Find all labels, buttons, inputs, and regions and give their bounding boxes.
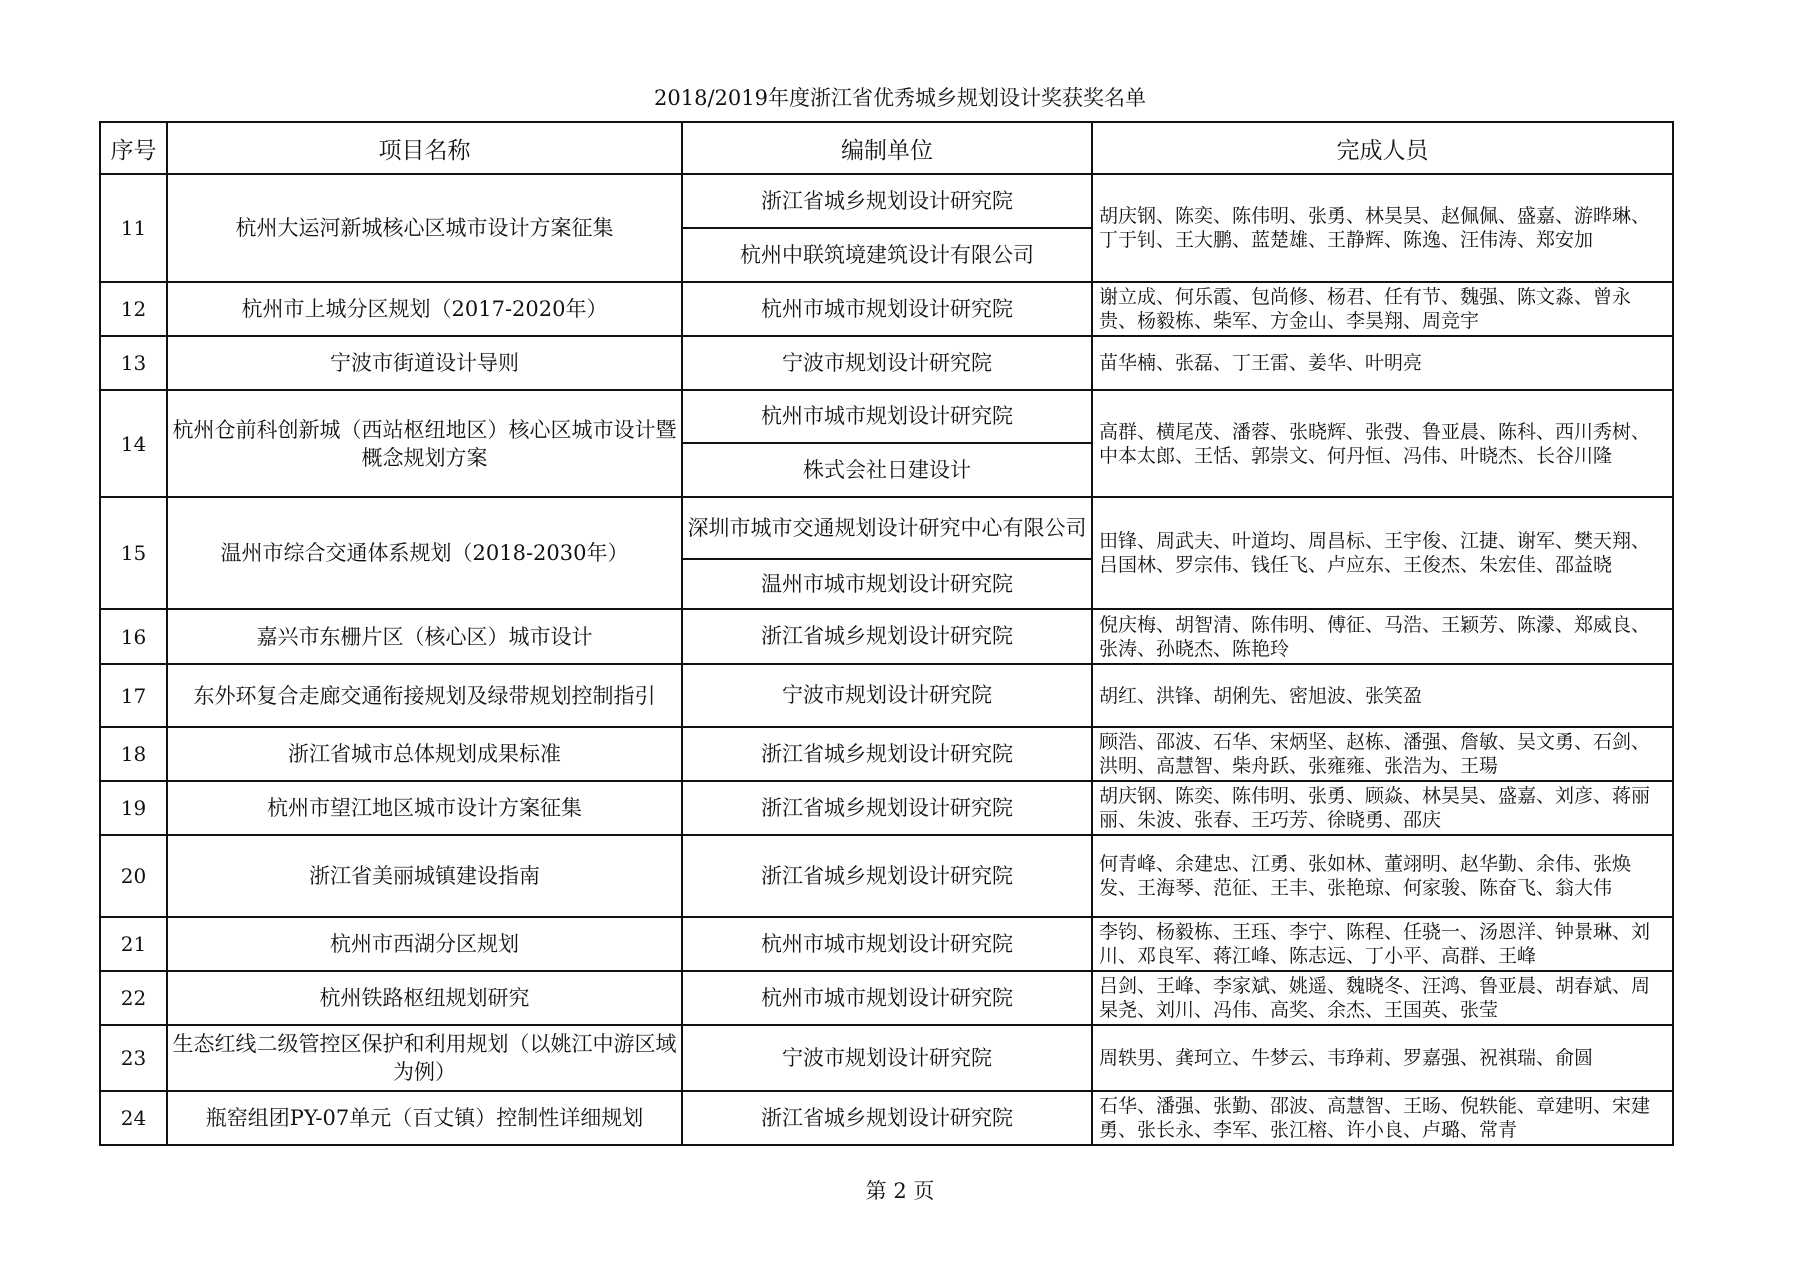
unit-name: 杭州市城市规划设计研究院 bbox=[682, 971, 1092, 1025]
row-number: 17 bbox=[100, 664, 167, 727]
table-row bbox=[100, 282, 1673, 336]
project-name: 宁波市街道设计导则 bbox=[167, 336, 682, 390]
unit-name: 浙江省城乡规划设计研究院 bbox=[682, 609, 1092, 664]
team-members: 高群、横尾茂、潘蓉、张晓辉、张弢、鲁亚晨、陈科、西川秀树、中本太郎、王恬、郭崇文、何丹恒、冯伟、叶晓杰、长谷川隆 bbox=[1092, 390, 1673, 497]
unit-name: 浙江省城乡规划设计研究院 bbox=[682, 1091, 1092, 1145]
row-number: 14 bbox=[100, 390, 167, 497]
unit-name: 杭州市城市规划设计研究院 bbox=[682, 917, 1092, 971]
table-row bbox=[100, 390, 1673, 443]
project-name: 杭州市望江地区城市设计方案征集 bbox=[167, 781, 682, 835]
table-row bbox=[100, 971, 1673, 1025]
project-name: 生态红线二级管控区保护和利用规划（以姚江中游区域为例） bbox=[167, 1025, 682, 1091]
page-number: 第 2 页 bbox=[865, 1179, 935, 1203]
row-number: 21 bbox=[100, 917, 167, 971]
table-row bbox=[100, 497, 1673, 559]
row-number: 18 bbox=[100, 727, 167, 781]
table-row bbox=[100, 336, 1673, 390]
project-name: 嘉兴市东栅片区（核心区）城市设计 bbox=[167, 609, 682, 664]
table-row bbox=[100, 835, 1673, 917]
table-row bbox=[100, 664, 1673, 727]
team-members: 周轶男、龚珂立、牛梦云、韦琤莉、罗嘉强、祝祺瑞、俞圆 bbox=[1092, 1025, 1673, 1091]
unit-name: 杭州市城市规划设计研究院 bbox=[682, 282, 1092, 336]
project-name: 杭州铁路枢纽规划研究 bbox=[167, 971, 682, 1025]
unit-name: 温州市城市规划设计研究院 bbox=[682, 559, 1092, 609]
project-name: 瓶窑组团PY-07单元（百丈镇）控制性详细规划 bbox=[167, 1091, 682, 1145]
unit-name: 深圳市城市交通规划设计研究中心有限公司 bbox=[682, 497, 1092, 559]
document-title: 2018/2019年度浙江省优秀城乡规划设计奖获奖名单 bbox=[654, 86, 1146, 110]
project-name: 杭州市西湖分区规划 bbox=[167, 917, 682, 971]
table-row bbox=[100, 727, 1673, 781]
project-name: 浙江省城市总体规划成果标准 bbox=[167, 727, 682, 781]
unit-name: 浙江省城乡规划设计研究院 bbox=[682, 727, 1092, 781]
team-members: 倪庆梅、胡智清、陈伟明、傅征、马浩、王颖芳、陈濛、郑威良、张涛、孙晓杰、陈艳玲 bbox=[1092, 609, 1673, 664]
header-people: 完成人员 bbox=[1092, 122, 1673, 174]
unit-name: 浙江省城乡规划设计研究院 bbox=[682, 174, 1092, 228]
row-number: 15 bbox=[100, 497, 167, 609]
table-row bbox=[100, 781, 1673, 835]
table-row bbox=[100, 174, 1673, 228]
row-number: 19 bbox=[100, 781, 167, 835]
project-name: 杭州仓前科创新城（西站枢纽地区）核心区城市设计暨概念规划方案 bbox=[167, 390, 682, 497]
header-seq: 序号 bbox=[100, 122, 167, 174]
team-members: 胡庆钢、陈奕、陈伟明、张勇、林昊昊、赵佩佩、盛嘉、游晔琳、丁于钊、王大鹏、蓝楚雄、王静辉、陈逸、汪伟涛、郑安加 bbox=[1092, 174, 1673, 282]
team-members: 田锋、周武夫、叶道均、周昌标、王宇俊、江捷、谢军、樊天翔、吕国林、罗宗伟、钱任飞、卢应东、王俊杰、朱宏佳、邵益晓 bbox=[1092, 497, 1673, 609]
project-name: 温州市综合交通体系规划（2018-2030年） bbox=[167, 497, 682, 609]
team-members: 李钧、杨毅栋、王珏、李宁、陈程、任骁一、汤恩洋、钟景琳、刘川、邓良军、蒋江峰、陈志远、丁小平、高群、王峰 bbox=[1092, 917, 1673, 971]
row-number: 11 bbox=[100, 174, 167, 282]
unit-name: 浙江省城乡规划设计研究院 bbox=[682, 835, 1092, 917]
team-members: 吕剑、王峰、李家斌、姚遥、魏晓冬、汪鸿、鲁亚晨、胡春斌、周杲尧、刘川、冯伟、高奖、余杰、王国英、张莹 bbox=[1092, 971, 1673, 1025]
team-members: 胡庆钢、陈奕、陈伟明、张勇、顾焱、林昊昊、盛嘉、刘彦、蒋丽丽、朱波、张春、王巧芳、徐晓勇、邵庆 bbox=[1092, 781, 1673, 835]
project-name: 浙江省美丽城镇建设指南 bbox=[167, 835, 682, 917]
row-number: 20 bbox=[100, 835, 167, 917]
row-number: 16 bbox=[100, 609, 167, 664]
unit-name: 浙江省城乡规划设计研究院 bbox=[682, 781, 1092, 835]
unit-name: 宁波市规划设计研究院 bbox=[682, 664, 1092, 727]
row-number: 22 bbox=[100, 971, 167, 1025]
table-row bbox=[100, 1091, 1673, 1145]
team-members: 胡红、洪锋、胡俐先、密旭波、张笑盈 bbox=[1092, 664, 1673, 727]
unit-name: 宁波市规划设计研究院 bbox=[682, 1025, 1092, 1091]
unit-name: 杭州市城市规划设计研究院 bbox=[682, 390, 1092, 443]
project-name: 杭州市上城分区规划（2017-2020年） bbox=[167, 282, 682, 336]
table-row bbox=[100, 917, 1673, 971]
unit-name: 杭州中联筑境建筑设计有限公司 bbox=[682, 228, 1092, 282]
table-row bbox=[100, 609, 1673, 664]
project-name: 杭州大运河新城核心区城市设计方案征集 bbox=[167, 174, 682, 282]
table-row bbox=[100, 1025, 1673, 1091]
unit-name: 宁波市规划设计研究院 bbox=[682, 336, 1092, 390]
team-members: 石华、潘强、张勤、邵波、高慧智、王旸、倪轶能、章建明、宋建勇、张长永、李军、张江榕、许小良、卢璐、常青 bbox=[1092, 1091, 1673, 1145]
table-header-row bbox=[100, 122, 1673, 174]
header-project: 项目名称 bbox=[167, 122, 682, 174]
row-number: 12 bbox=[100, 282, 167, 336]
awards-table bbox=[99, 121, 1674, 1146]
unit-name: 株式会社日建设计 bbox=[682, 443, 1092, 497]
team-members: 顾浩、邵波、石华、宋炳坚、赵栋、潘强、詹敏、吴文勇、石剑、洪明、高慧智、柴舟跃、张雍雍、张浩为、王瑒 bbox=[1092, 727, 1673, 781]
row-number: 13 bbox=[100, 336, 167, 390]
row-number: 24 bbox=[100, 1091, 167, 1145]
project-name: 东外环复合走廊交通衔接规划及绿带规划控制指引 bbox=[167, 664, 682, 727]
row-number: 23 bbox=[100, 1025, 167, 1091]
team-members: 苗华楠、张磊、丁王雷、姜华、叶明亮 bbox=[1092, 336, 1673, 390]
team-members: 何青峰、余建忠、江勇、张如林、董翊明、赵华勤、余伟、张焕发、王海琴、范征、王丰、张艳琼、何家骏、陈奋飞、翁大伟 bbox=[1092, 835, 1673, 917]
header-unit: 编制单位 bbox=[682, 122, 1092, 174]
team-members: 谢立成、何乐霞、包尚修、杨君、任有节、魏强、陈文淼、曾永贵、杨毅栋、柴军、方金山、李昊翔、周竞宇 bbox=[1092, 282, 1673, 336]
